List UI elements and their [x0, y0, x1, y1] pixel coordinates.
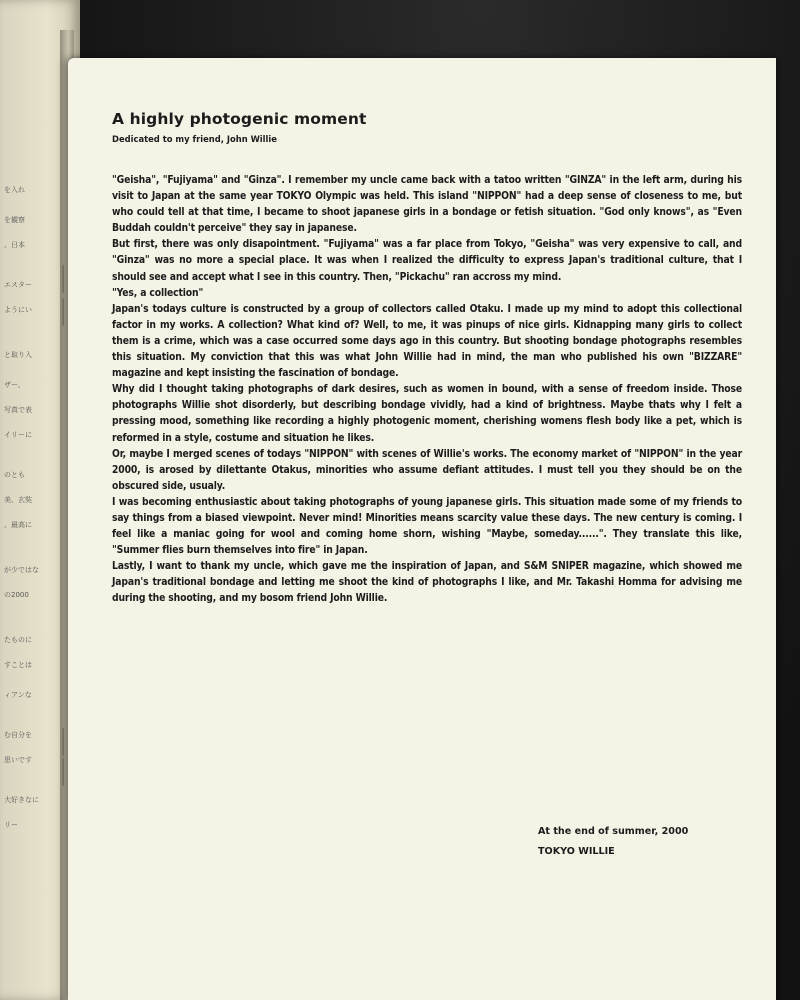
binding-stitch-lower [62, 728, 67, 756]
left-page-fragment: 大好きなに [4, 796, 39, 804]
binding-stitch-bottom [62, 758, 67, 786]
left-page-fragment: 美、玄奘 [4, 496, 32, 504]
left-page-fragment: 写真で表 [4, 406, 32, 414]
left-page-fragment: 、日本 [4, 241, 25, 249]
paragraph: Japan's todays culture is constructed by a group of collectors called Otaku. I made up my mind to adopt this collectional factor in my works. A collection? What kind of? Well, to me, it was pinups of nice girls. Kidnapping many girls to collect them is a crime, which was a case occurred some days ago in this country. But shooting bondage photographs resembles this situation. My conviction that this was what John Willie had in mind, the man who published his own "BIZZARE" magazine and kept insisting the fascination of bondage. [112, 302, 742, 380]
left-page-fragment: を入れ [4, 186, 25, 194]
left-page-fragment: と取り入 [4, 351, 32, 359]
left-page-fragment: の2000 [4, 591, 29, 599]
left-page-fragment: ィアンな [4, 691, 32, 699]
signoff-date: At the end of summer, 2000 [538, 826, 689, 837]
article-body [112, 172, 742, 607]
left-page-fragment: のとも [4, 471, 25, 479]
signoff [538, 822, 688, 862]
article-title: A highly photogenic moment [112, 110, 367, 128]
paragraph: Why did I thought taking photographs of dark desires, such as women in bound, with a sense of freedom inside. Those photographs Willie shot disorderly, but describing bondage vividly, had a kind of brightness. Maybe thats why I felt a pressing mood, something like recording a highly photogenic moment, cherishing womens flesh body like a pet, which is reformed in a style, costume and situation he likes. [112, 383, 742, 444]
paragraph: I was becoming enthusiastic about taking photographs of young japanese girls. This situation made some of my friends to say things from a biased viewpoint. Never mind! Minorities means scarcity value these days. The new century is coming. I feel like a maniac going for wool and coming home shorn, wishing "Maybe, someday......". They translate this like, "Summer flies burn themselves into fire" in Japan. [112, 495, 742, 557]
paragraph: Lastly, I want to thank my uncle, which gave me the inspiration of Japan, and S&M SNIPER magazine, which showed me Japan's traditional bondage and letting me shoot the kind of photographs I like, and Mr. Takashi Homma for advising me during the shooting, and my bosom friend John Willie. [112, 560, 742, 605]
paragraph: "Geisha", "Fujiyama" and "Ginza". I remember my uncle came back with a tatoo written "GINZA" in the left arm, during his visit to Japan at the same year TOKYO Olympic was held. This island "NIPPON" had a deep sense of closeness to me, but who could tell at that time, I became to shoot japanese girls in a bondage or fetish situation. "God only knows", as "Even Buddah couldn't perceive" they say in japanese. [112, 174, 742, 235]
left-page-fragment: が少ではな [4, 566, 39, 574]
binding-stitch-upper [62, 298, 67, 326]
binding-stitch-top [62, 265, 67, 293]
left-page-fragment: イリーに [4, 431, 32, 439]
left-page-fragment: ザー、 [4, 381, 25, 389]
left-page-fragment: たものに [4, 636, 32, 644]
left-page-fragment: 、最高に [4, 521, 32, 529]
left-page-fragment: ようにい [4, 306, 32, 314]
paragraph: Or, maybe I merged scenes of todays "NIPPON" with scenes of Willie's works. The economy market of "NIPPON" in the year 2000, is arosed by dilettante Otakus, minorities who assume defiant attitudes. I must tell you they should be on the obscured side, usualy. [112, 447, 742, 492]
left-page-fragment: エスター [4, 281, 32, 289]
signoff-author: TOKYO WILLIE [538, 846, 615, 857]
left-page-fragment: すことは [4, 661, 32, 669]
paragraph: "Yes, a collection" [112, 286, 204, 299]
paragraph: But first, there was only disapointment. "Fujiyama" was a far place from Tokyo, "Geisha" was very expensive to call, and "Ginza" was no more a special place. It was when I realized the difficulty to express Japan's traditional culture, that I should see and accept what I see in this country. Then, "Pickachu" ran accross my mind. [112, 238, 742, 283]
article-dedication: Dedicated to my friend, John Willie [112, 134, 277, 144]
left-page-fragment: を観察 [4, 216, 25, 224]
left-page-fragment: リー [4, 821, 18, 829]
article [112, 110, 742, 607]
left-page-fragment: む自分を [4, 731, 32, 739]
book-page [68, 58, 776, 1000]
left-page-fragment: 思いです [4, 756, 32, 764]
